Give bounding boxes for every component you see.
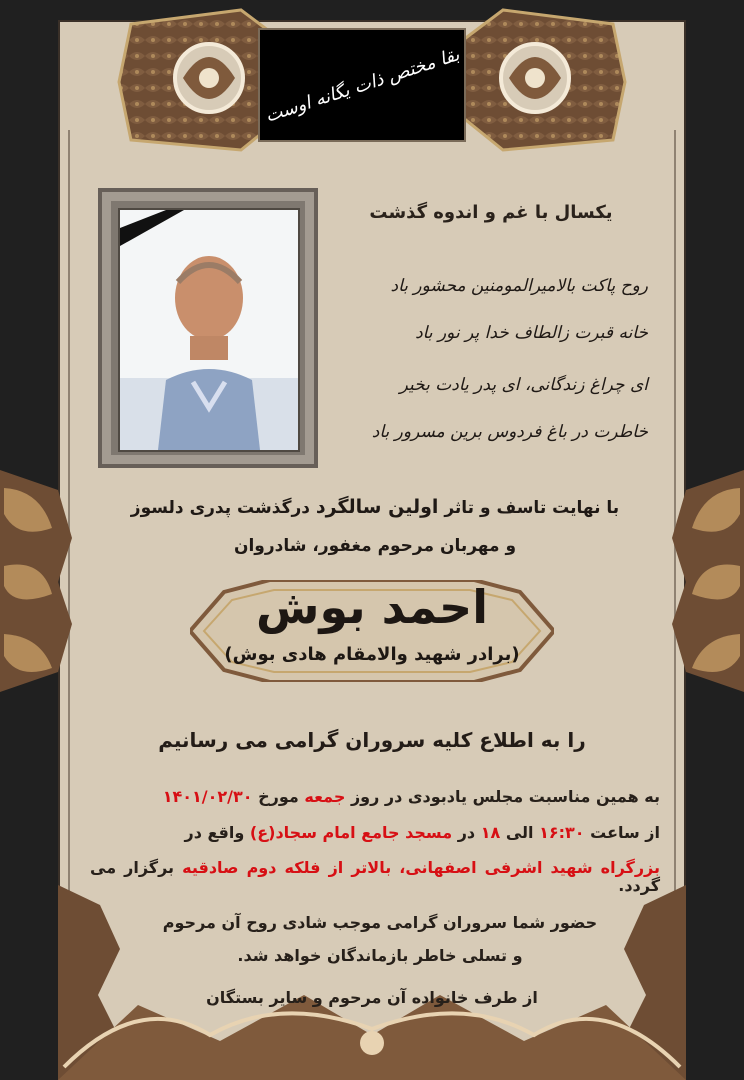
announcement-highlight: اولین سالگرد xyxy=(315,496,439,518)
ceremony-line-2 xyxy=(90,824,660,842)
ceremony-day: جمعه xyxy=(304,787,346,806)
poem-line-2: خانه قبرت زالطاف خدا پر نور باد xyxy=(415,323,648,343)
poem-line-4: خاطرت در باغ فردوس برین مسرور باد xyxy=(371,422,648,442)
portrait-image xyxy=(118,208,300,452)
portrait-frame xyxy=(98,188,318,468)
ceremony-until: الی xyxy=(505,823,534,842)
closing-line-1: حضور شما سروران گرامی موجب شادی روح آن مرحوم xyxy=(162,913,598,932)
ceremony-line-3 xyxy=(90,859,660,896)
poem-line-3: ای چراغ زندگانی، ای پدر یادت بخیر xyxy=(399,375,648,395)
ceremony-located: واقع در xyxy=(184,823,245,842)
calligraphy-text: بقا مختص ذات یگانه اوست xyxy=(262,43,462,127)
calligraphy-header xyxy=(258,28,466,142)
ceremony-at: در xyxy=(457,823,476,842)
ceremony-date: ۱۴۰۱/۰۲/۳۰ xyxy=(162,787,253,806)
deceased-subtitle: (برادر شهید والامقام هادی بوش) xyxy=(224,644,520,665)
ceremony-start-time: ۱۶:۳۰ xyxy=(539,823,585,842)
ceremony-end-time: ۱۸ xyxy=(480,823,501,842)
ceremony-line-1 xyxy=(90,788,660,806)
ceremony-text-1: به همین مناسبت مجلس یادبودی در روز xyxy=(350,787,660,806)
portrait-person xyxy=(148,240,270,450)
poem-line-1: روح پاکت بالامیرالمومنین محشور باد xyxy=(390,276,648,296)
closing-line-2: و تسلی خاطر بازماندگان خواهد شد. xyxy=(237,946,523,965)
ceremony-location: بزرگراه شهید اشرفی اصفهانی، بالاتر از فلکه دوم صادقیه xyxy=(182,858,660,877)
footer-signature: از طرف خانواده آن مرحوم و سایر بستگان xyxy=(206,988,538,1007)
announcement-end: درگذشت پدری دلسوز xyxy=(130,498,310,518)
ceremony-place: مسجد جامع امام سجاد(ع) xyxy=(249,823,453,842)
ceremony-held: برگزار می گردد. xyxy=(90,858,660,896)
deceased-name: احمد بوش xyxy=(256,580,488,634)
announcement-line-1 xyxy=(95,496,655,518)
ceremony-time-label: از ساعت xyxy=(590,823,660,842)
announcement-start: با نهایت تاسف و تاثر xyxy=(444,498,620,518)
inform-line: را به اطلاع کلیه سروران گرامی می رسانیم xyxy=(158,728,586,752)
name-area xyxy=(60,570,684,692)
intro-title: یکسال با غم و اندوه گذشت xyxy=(369,202,613,223)
ceremony-date-label: مورخ xyxy=(258,787,299,806)
announcement-line-2: و مهربان مرحوم مغفور، شادروان xyxy=(233,536,517,556)
